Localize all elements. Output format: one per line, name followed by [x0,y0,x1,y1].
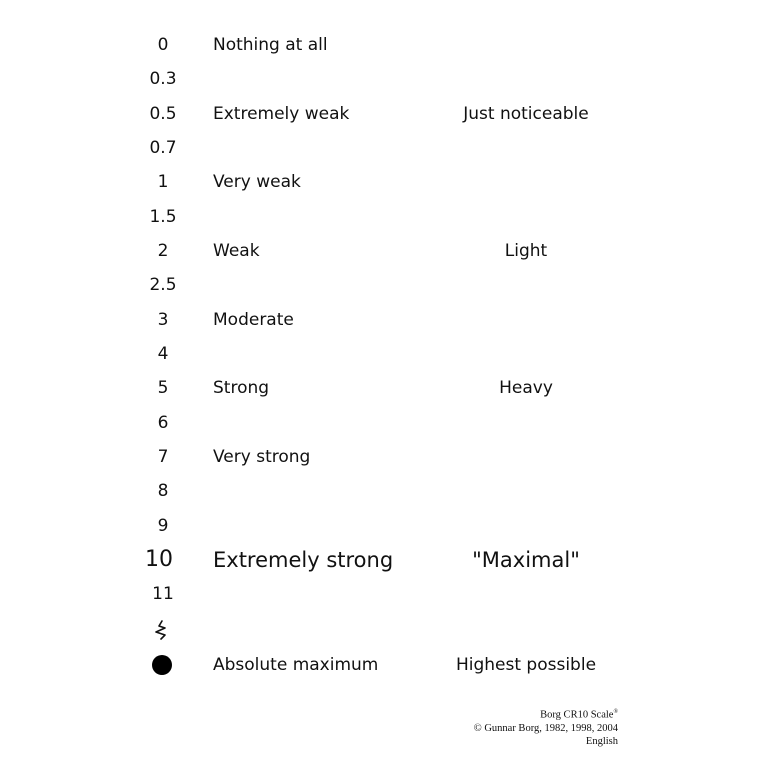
dot-icon [152,655,172,675]
scale-value: 11 [152,584,174,604]
scale-value: 1.5 [149,207,177,227]
scale-descriptor: Nothing at all [213,35,328,55]
scale-descriptor: Very weak [213,172,301,192]
scale-value: 5 [157,378,169,398]
footer [474,706,618,748]
footer-language: English [585,735,618,747]
scale-value: 2 [157,241,169,261]
scale-row-7 [0,442,768,472]
scale-row-1 [0,167,768,197]
scale-value: 8 [157,481,169,501]
scale-row-11 [0,579,768,609]
scale-row-9 [0,511,768,541]
scale-anchor: Heavy [499,378,553,398]
scale-row-0-3 [0,64,768,94]
footer-title: Borg CR10 Scale [540,709,614,721]
scale-value: 0.3 [149,69,177,89]
scale-row-4 [0,339,768,369]
scale-value: 7 [157,447,169,467]
scale-row-10 [0,545,768,575]
scale-descriptor: Extremely strong [213,548,394,572]
scale-descriptor: Weak [213,241,260,261]
scale-value: 1 [157,172,169,192]
scale-row-2-5 [0,270,768,300]
scale-row-0 [0,30,768,60]
scale-value: 0 [157,35,169,55]
scale-value: 3 [157,310,169,330]
scale-value: 6 [157,413,169,433]
scale-row-break [0,614,768,644]
scale-value: 9 [157,516,169,536]
scale-descriptor: Moderate [213,310,294,330]
squiggle-icon [153,620,169,640]
scale-descriptor: Strong [213,378,270,398]
scale-row-3 [0,305,768,335]
scale-descriptor: Very strong [213,447,311,467]
scale-anchor: Light [504,241,548,261]
footer-title-line [474,706,618,722]
registered-mark: ® [613,709,618,715]
scale-row-absolute-max [0,650,768,680]
scale-descriptor: Absolute maximum [213,655,379,675]
scale-anchor: Highest possible [455,655,597,675]
scale-value: 0.7 [149,138,177,158]
scale-value: 2.5 [149,275,177,295]
scale-value: 4 [157,344,169,364]
scale-anchor: Just noticeable [463,104,589,124]
scale-value: 10 [145,547,173,572]
scale-row-1-5 [0,202,768,232]
scale-value: 0.5 [149,104,177,124]
scale-row-0-5 [0,99,768,129]
scale-row-5 [0,373,768,403]
scale-row-6 [0,408,768,438]
scale-row-0-7 [0,133,768,163]
scale-row-2 [0,236,768,266]
scale-row-8 [0,476,768,506]
footer-copyright: © Gunnar Borg, 1982, 1998, 2004 [473,722,618,734]
scale-descriptor: Extremely weak [213,104,350,124]
scale-anchor: "Maximal" [472,548,580,572]
